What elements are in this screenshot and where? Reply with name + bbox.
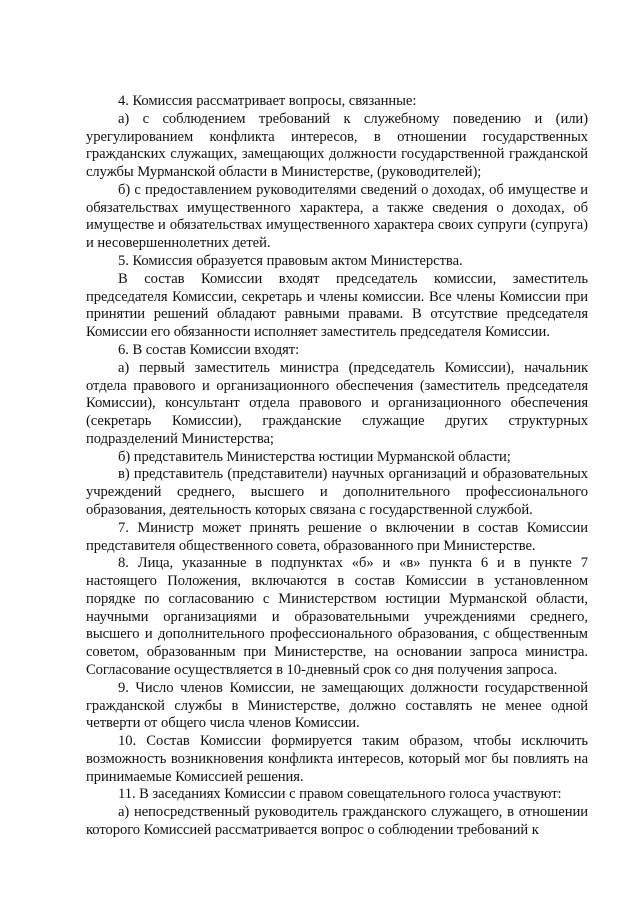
paragraph-item-7: 7. Министр может принять решение о включении в состав Комиссии представителя общественного совета, образованного при Министерстве. bbox=[86, 519, 588, 554]
paragraph-item-11-intro: 11. В заседаниях Комиссии с правом совещательного голоса участвуют: bbox=[118, 786, 562, 803]
paragraph-item-6b: б) представитель Министерства юстиции Мурманской области; bbox=[118, 448, 511, 465]
paragraph-item-11a: а) непосредственный руководитель гражданского служащего, в отношении которого Комиссией рассматривается вопрос о соблюдении требований к bbox=[86, 804, 588, 839]
paragraph-item-8: 8. Лица, указанные в подпунктах «б» и «в» пункта 6 и в пункте 7 настоящего Положения, включаются в состав Комиссии в установленном порядке по согласованию с Министерством юстиции Мурманской области, научными организациями и образовательными учреждениями среднего, высшего и дополнительного профессионального образования, с общественным советом, образованным при Министерстве, на основании запроса министра. Согласование осуществляется в 10-дневный срок со дня получения запроса. bbox=[86, 555, 588, 678]
document-body bbox=[86, 93, 588, 840]
paragraph-item-4a: а) с соблюдением требований к служебному поведению и (или) урегулированием конфликта интересов, в отношении государственных гражданских служащих, замещающих должности государственной гражданской службы Мурманской области в Министерстве, (руководителей); bbox=[86, 110, 588, 181]
paragraph-item-6-intro: 6. В состав Комиссии входят: bbox=[118, 341, 300, 358]
paragraph-item-5-composition: В состав Комиссии входят председатель комиссии, заместитель председателя Комиссии, секретарь и члены комиссии. Все члены Комиссии при принятии решений обладают равными правами. В отсутствие председателя Комиссии его обязанности исполняет заместитель председателя Комиссии. bbox=[86, 270, 588, 341]
paragraph-item-6v: в) представитель (представители) научных организаций и образовательных учреждений среднего, высшего и дополнительного профессионального образования, деятельность которых связана с государственной службой. bbox=[86, 466, 588, 518]
paragraph-item-5: 5. Комиссия образуется правовым актом Министерства. bbox=[118, 253, 463, 270]
paragraph-item-9: 9. Число членов Комиссии, не замещающих должности государственной гражданской службы в Министерстве, должно составлять не менее одной четверти от общего числа членов Комиссии. bbox=[86, 679, 588, 732]
paragraph-item-10: 10. Состав Комиссии формируется таким образом, чтобы исключить возможность возникновения конфликта интересов, который мог бы повлиять на принимаемые Комиссией решения. bbox=[86, 733, 588, 785]
paragraph-item-6a: а) первый заместитель министра (председатель Комиссии), начальник отдела правового и организационного обеспечения (заместитель председателя Комиссии), консультант отдела правового и организационного обеспечения (секретарь Комиссии), гражданские служащие других структурных подразделений Министерства; bbox=[86, 359, 588, 447]
paragraph-item-4b: б) с предоставлением руководителями сведений о доходах, об имуществе и обязательствах имущественного характера, а также сведения о доходах, об имуществе и обязательствах имущественного характера своих супруги (супруга) и несовершеннолетних детей. bbox=[86, 181, 588, 252]
paragraph-item-4-intro: 4. Комиссия рассматривает вопросы, связанные: bbox=[118, 93, 417, 109]
